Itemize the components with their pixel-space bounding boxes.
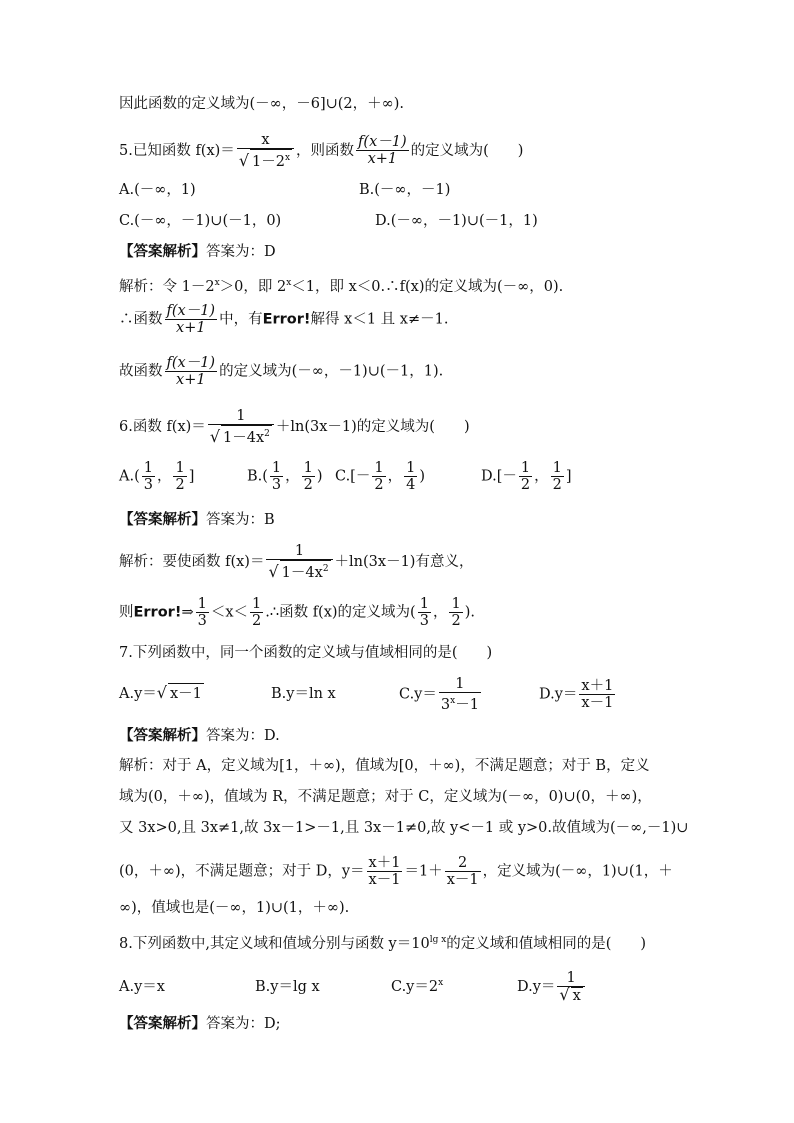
question-7: 7.下列函数中，同一个函数的定义域与值域相同的是( ) bbox=[119, 645, 493, 661]
denominator: 2 bbox=[303, 477, 313, 493]
radicand: x－1 bbox=[168, 683, 204, 704]
text: (0，＋∞)，不满足题意；对于 D，y＝ bbox=[119, 863, 365, 880]
fraction bbox=[196, 596, 209, 629]
answer-label: 【答案解析】 bbox=[119, 512, 206, 528]
text: ) bbox=[419, 468, 425, 485]
radicand: x bbox=[572, 988, 581, 1004]
answer-text: 答案为：D. bbox=[206, 728, 280, 744]
answer-text: 答案为：D; bbox=[206, 1016, 281, 1032]
superscript: x bbox=[214, 278, 220, 288]
text: C.y＝2 bbox=[391, 979, 439, 995]
fraction bbox=[519, 460, 532, 493]
option-row bbox=[119, 460, 572, 493]
option-row bbox=[119, 211, 538, 231]
superscript: 2 bbox=[264, 429, 270, 439]
answer-label: 【答案解析】 bbox=[119, 244, 206, 260]
denominator: 2 bbox=[252, 613, 262, 629]
denominator: 3 bbox=[271, 477, 282, 493]
numerator: 1 bbox=[374, 460, 384, 476]
superscript: lg x bbox=[429, 935, 447, 945]
fraction bbox=[367, 855, 403, 888]
fraction bbox=[266, 543, 332, 581]
text: A.y＝ bbox=[119, 686, 157, 703]
answer-line bbox=[119, 726, 280, 746]
option-a: A.y＝x bbox=[119, 979, 165, 995]
option-row bbox=[119, 676, 617, 713]
text: .∴函数 f(x)的定义域为( bbox=[265, 604, 416, 621]
denominator bbox=[266, 560, 332, 581]
numerator: f(x－1) bbox=[358, 134, 407, 151]
explanation-line bbox=[119, 855, 673, 888]
text: ，定义域为(－∞，1)∪(1，＋ bbox=[482, 863, 673, 880]
superscript: x bbox=[450, 696, 456, 706]
option-d: D.(－∞，－1)∪(－1，1) bbox=[375, 213, 538, 229]
error-text: Error! bbox=[262, 311, 311, 328]
numerator: f(x－1) bbox=[166, 355, 216, 371]
text: －1 bbox=[455, 696, 479, 713]
radicand bbox=[221, 425, 272, 446]
denominator: 2 bbox=[374, 477, 384, 493]
denominator: x+1 bbox=[367, 151, 398, 168]
text: 的定义域为(－∞，－1)∪(－1，1). bbox=[219, 363, 444, 380]
denominator: x－1 bbox=[581, 694, 614, 711]
explanation-line bbox=[119, 303, 448, 336]
radical-icon: √ bbox=[238, 150, 250, 170]
numerator: 1 bbox=[451, 596, 461, 612]
numerator: 2 bbox=[445, 855, 481, 872]
denominator: 3 bbox=[143, 477, 153, 493]
text: 1－4x bbox=[223, 429, 265, 446]
superscript: x bbox=[286, 278, 292, 288]
text: 中，有 bbox=[219, 311, 263, 328]
text: ， bbox=[285, 468, 300, 485]
option-b: B.(－∞，－1) bbox=[359, 182, 451, 198]
fraction bbox=[165, 303, 218, 336]
text: C.y＝ bbox=[399, 686, 437, 703]
explanation-line: 域为(0，＋∞)，值域为 R，不满足题意；对于 C，定义域为(－∞，0)∪(0，＋∞)， bbox=[119, 789, 652, 805]
answer-line bbox=[119, 242, 276, 262]
option-d bbox=[539, 678, 617, 711]
option-a bbox=[119, 460, 247, 493]
text: ， bbox=[432, 604, 448, 621]
fraction bbox=[302, 460, 315, 493]
fraction bbox=[439, 676, 481, 713]
text: ， bbox=[387, 468, 403, 485]
numerator: 1 bbox=[266, 543, 332, 560]
option-b: B.y＝lg x bbox=[255, 979, 320, 995]
text: 1－4x bbox=[281, 564, 323, 581]
text: ⇒ bbox=[181, 604, 194, 621]
numerator: 1 bbox=[252, 596, 262, 612]
numerator: 1 bbox=[520, 460, 531, 476]
fraction bbox=[208, 408, 274, 446]
radicand bbox=[250, 149, 292, 170]
denominator bbox=[439, 693, 481, 713]
text: 解得 x＜1 且 x≠－1. bbox=[310, 311, 449, 328]
answer-text: 答案为：D bbox=[206, 244, 276, 260]
text: 8.下列函数中,其定义域和值域分别与函数 y＝10 bbox=[119, 935, 430, 952]
question-5 bbox=[119, 132, 523, 170]
fraction bbox=[404, 460, 417, 493]
superscript: 2 bbox=[322, 564, 329, 574]
superscript: x bbox=[438, 978, 444, 989]
text: D.y＝ bbox=[517, 979, 556, 995]
fraction bbox=[270, 460, 283, 493]
radical-icon: √ bbox=[156, 683, 167, 703]
numerator: 1 bbox=[419, 596, 429, 612]
fraction bbox=[237, 132, 294, 170]
numerator: 1 bbox=[271, 460, 282, 476]
fraction bbox=[356, 134, 409, 167]
answer-line bbox=[119, 1014, 281, 1034]
fraction bbox=[551, 460, 564, 493]
text: ， bbox=[534, 468, 549, 485]
numerator: 1 bbox=[143, 460, 153, 476]
option-b bbox=[247, 460, 335, 493]
text: ＜x＜ bbox=[210, 604, 249, 621]
fraction bbox=[418, 596, 431, 629]
denominator: 2 bbox=[175, 477, 185, 493]
fraction bbox=[372, 460, 385, 493]
question-6 bbox=[119, 408, 470, 446]
text: D.[－ bbox=[481, 468, 517, 485]
option-a: A.(－∞，1) bbox=[119, 182, 196, 198]
numerator: 1 bbox=[406, 460, 416, 476]
denominator bbox=[237, 149, 294, 170]
fraction bbox=[449, 596, 462, 629]
explanation-line bbox=[119, 273, 563, 297]
numerator: 1 bbox=[197, 596, 207, 612]
text: C.[－ bbox=[335, 468, 371, 485]
text: ). bbox=[464, 604, 475, 621]
text: 的定义域和值域相同的是( ) bbox=[446, 935, 647, 952]
denominator bbox=[208, 425, 274, 446]
fraction bbox=[173, 460, 186, 493]
text: D.y＝ bbox=[539, 686, 578, 703]
explanation-line: 解析：对于 A，定义域为[1，＋∞)，值域为[0，＋∞)，不满足题意；对于 B，定义 bbox=[119, 758, 650, 774]
text: ＋ln(3x－1)有意义， bbox=[334, 553, 474, 570]
numerator: x＋1 bbox=[581, 677, 614, 694]
numerator: 1 bbox=[552, 460, 562, 476]
denominator: 2 bbox=[451, 613, 461, 629]
explanation-line: 又 3x>0,且 3x≠1,故 3x－1>－1,且 3x－1≠0,故 y<－1 或 y>0.故值域为(－∞,－1)∪ bbox=[119, 820, 689, 836]
fraction bbox=[142, 460, 155, 493]
text: 解析：要使函数 f(x)＝ bbox=[119, 553, 265, 570]
denominator: 2 bbox=[520, 477, 531, 493]
explanation-line bbox=[119, 355, 443, 388]
option-c: C.(－∞，－1)∪(－1，0) bbox=[119, 213, 282, 229]
option-c bbox=[399, 676, 539, 713]
text: ，则函数 bbox=[296, 142, 355, 159]
numerator: x bbox=[237, 132, 294, 149]
numerator: 1 bbox=[557, 970, 584, 987]
text: A.( bbox=[119, 468, 140, 485]
option-b: B.y＝ln x bbox=[271, 686, 336, 703]
superscript: x bbox=[284, 153, 291, 163]
fraction bbox=[579, 678, 615, 711]
denominator: x+1 bbox=[176, 320, 206, 336]
denominator: 3 bbox=[197, 613, 207, 629]
radical-icon: √ bbox=[209, 426, 221, 446]
numerator: f(x－1) bbox=[166, 303, 216, 319]
text: ＋ln(3x－1)的定义域为( ) bbox=[275, 418, 470, 435]
answer-label: 【答案解析】 bbox=[119, 728, 206, 744]
answer-line bbox=[119, 510, 275, 530]
denominator: 4 bbox=[406, 477, 416, 493]
question-8 bbox=[119, 930, 646, 954]
fraction bbox=[557, 970, 584, 1004]
text: ＞0，即 2 bbox=[219, 278, 287, 295]
numerator: 1 bbox=[303, 460, 313, 476]
answer-label: 【答案解析】 bbox=[119, 1016, 206, 1032]
option-d bbox=[517, 970, 587, 1004]
radicand bbox=[280, 560, 331, 581]
denominator: x－1 bbox=[446, 872, 479, 888]
text: 1－2 bbox=[252, 153, 285, 170]
fraction bbox=[445, 855, 481, 888]
option-row bbox=[119, 970, 587, 1004]
option-c bbox=[335, 460, 481, 493]
text: ， bbox=[156, 468, 172, 485]
text: ) bbox=[316, 468, 323, 485]
numerator: 1 bbox=[208, 408, 274, 425]
text: 6.函数 f(x)＝ bbox=[119, 418, 206, 435]
text: B.( bbox=[247, 468, 268, 485]
text: 的定义域为( ) bbox=[410, 142, 524, 159]
option-row bbox=[119, 180, 450, 200]
option-d bbox=[481, 460, 572, 493]
text: 5.已知函数 f(x)＝ bbox=[119, 142, 235, 159]
answer-text: 答案为：B bbox=[206, 512, 275, 528]
radical-icon: √ bbox=[268, 561, 279, 581]
text: 故函数 bbox=[119, 363, 163, 380]
explanation-line bbox=[119, 543, 473, 581]
option-a bbox=[119, 683, 271, 704]
denominator: 3 bbox=[419, 613, 429, 629]
text: ∴函数 bbox=[119, 311, 163, 328]
text: 则 bbox=[119, 604, 134, 621]
denominator: x+1 bbox=[176, 372, 206, 388]
denominator: 2 bbox=[552, 477, 562, 493]
fraction bbox=[165, 355, 218, 388]
text: ] bbox=[565, 468, 572, 485]
text: ] bbox=[188, 468, 195, 485]
text: ＝1＋ bbox=[404, 863, 443, 880]
numerator: 1 bbox=[175, 460, 185, 476]
numerator: x＋1 bbox=[368, 855, 401, 871]
option-c bbox=[391, 973, 517, 997]
denominator: x－1 bbox=[368, 872, 401, 888]
text-line: 因此函数的定义域为(－∞，－6]∪(2，＋∞). bbox=[119, 96, 404, 112]
radical-icon: √ bbox=[559, 985, 570, 1004]
text: 3 bbox=[440, 696, 451, 713]
error-text: Error! bbox=[133, 604, 182, 621]
explanation-line bbox=[119, 596, 475, 629]
explanation-line: ∞)，值域也是(－∞，1)∪(1，＋∞). bbox=[119, 900, 350, 916]
numerator: 1 bbox=[439, 676, 481, 693]
text: ＜1，即 x＜0.∴f(x)的定义域为(－∞，0). bbox=[291, 278, 564, 295]
denominator bbox=[557, 987, 584, 1004]
fraction bbox=[250, 596, 263, 629]
text: 解析：令 1－2 bbox=[119, 278, 215, 295]
